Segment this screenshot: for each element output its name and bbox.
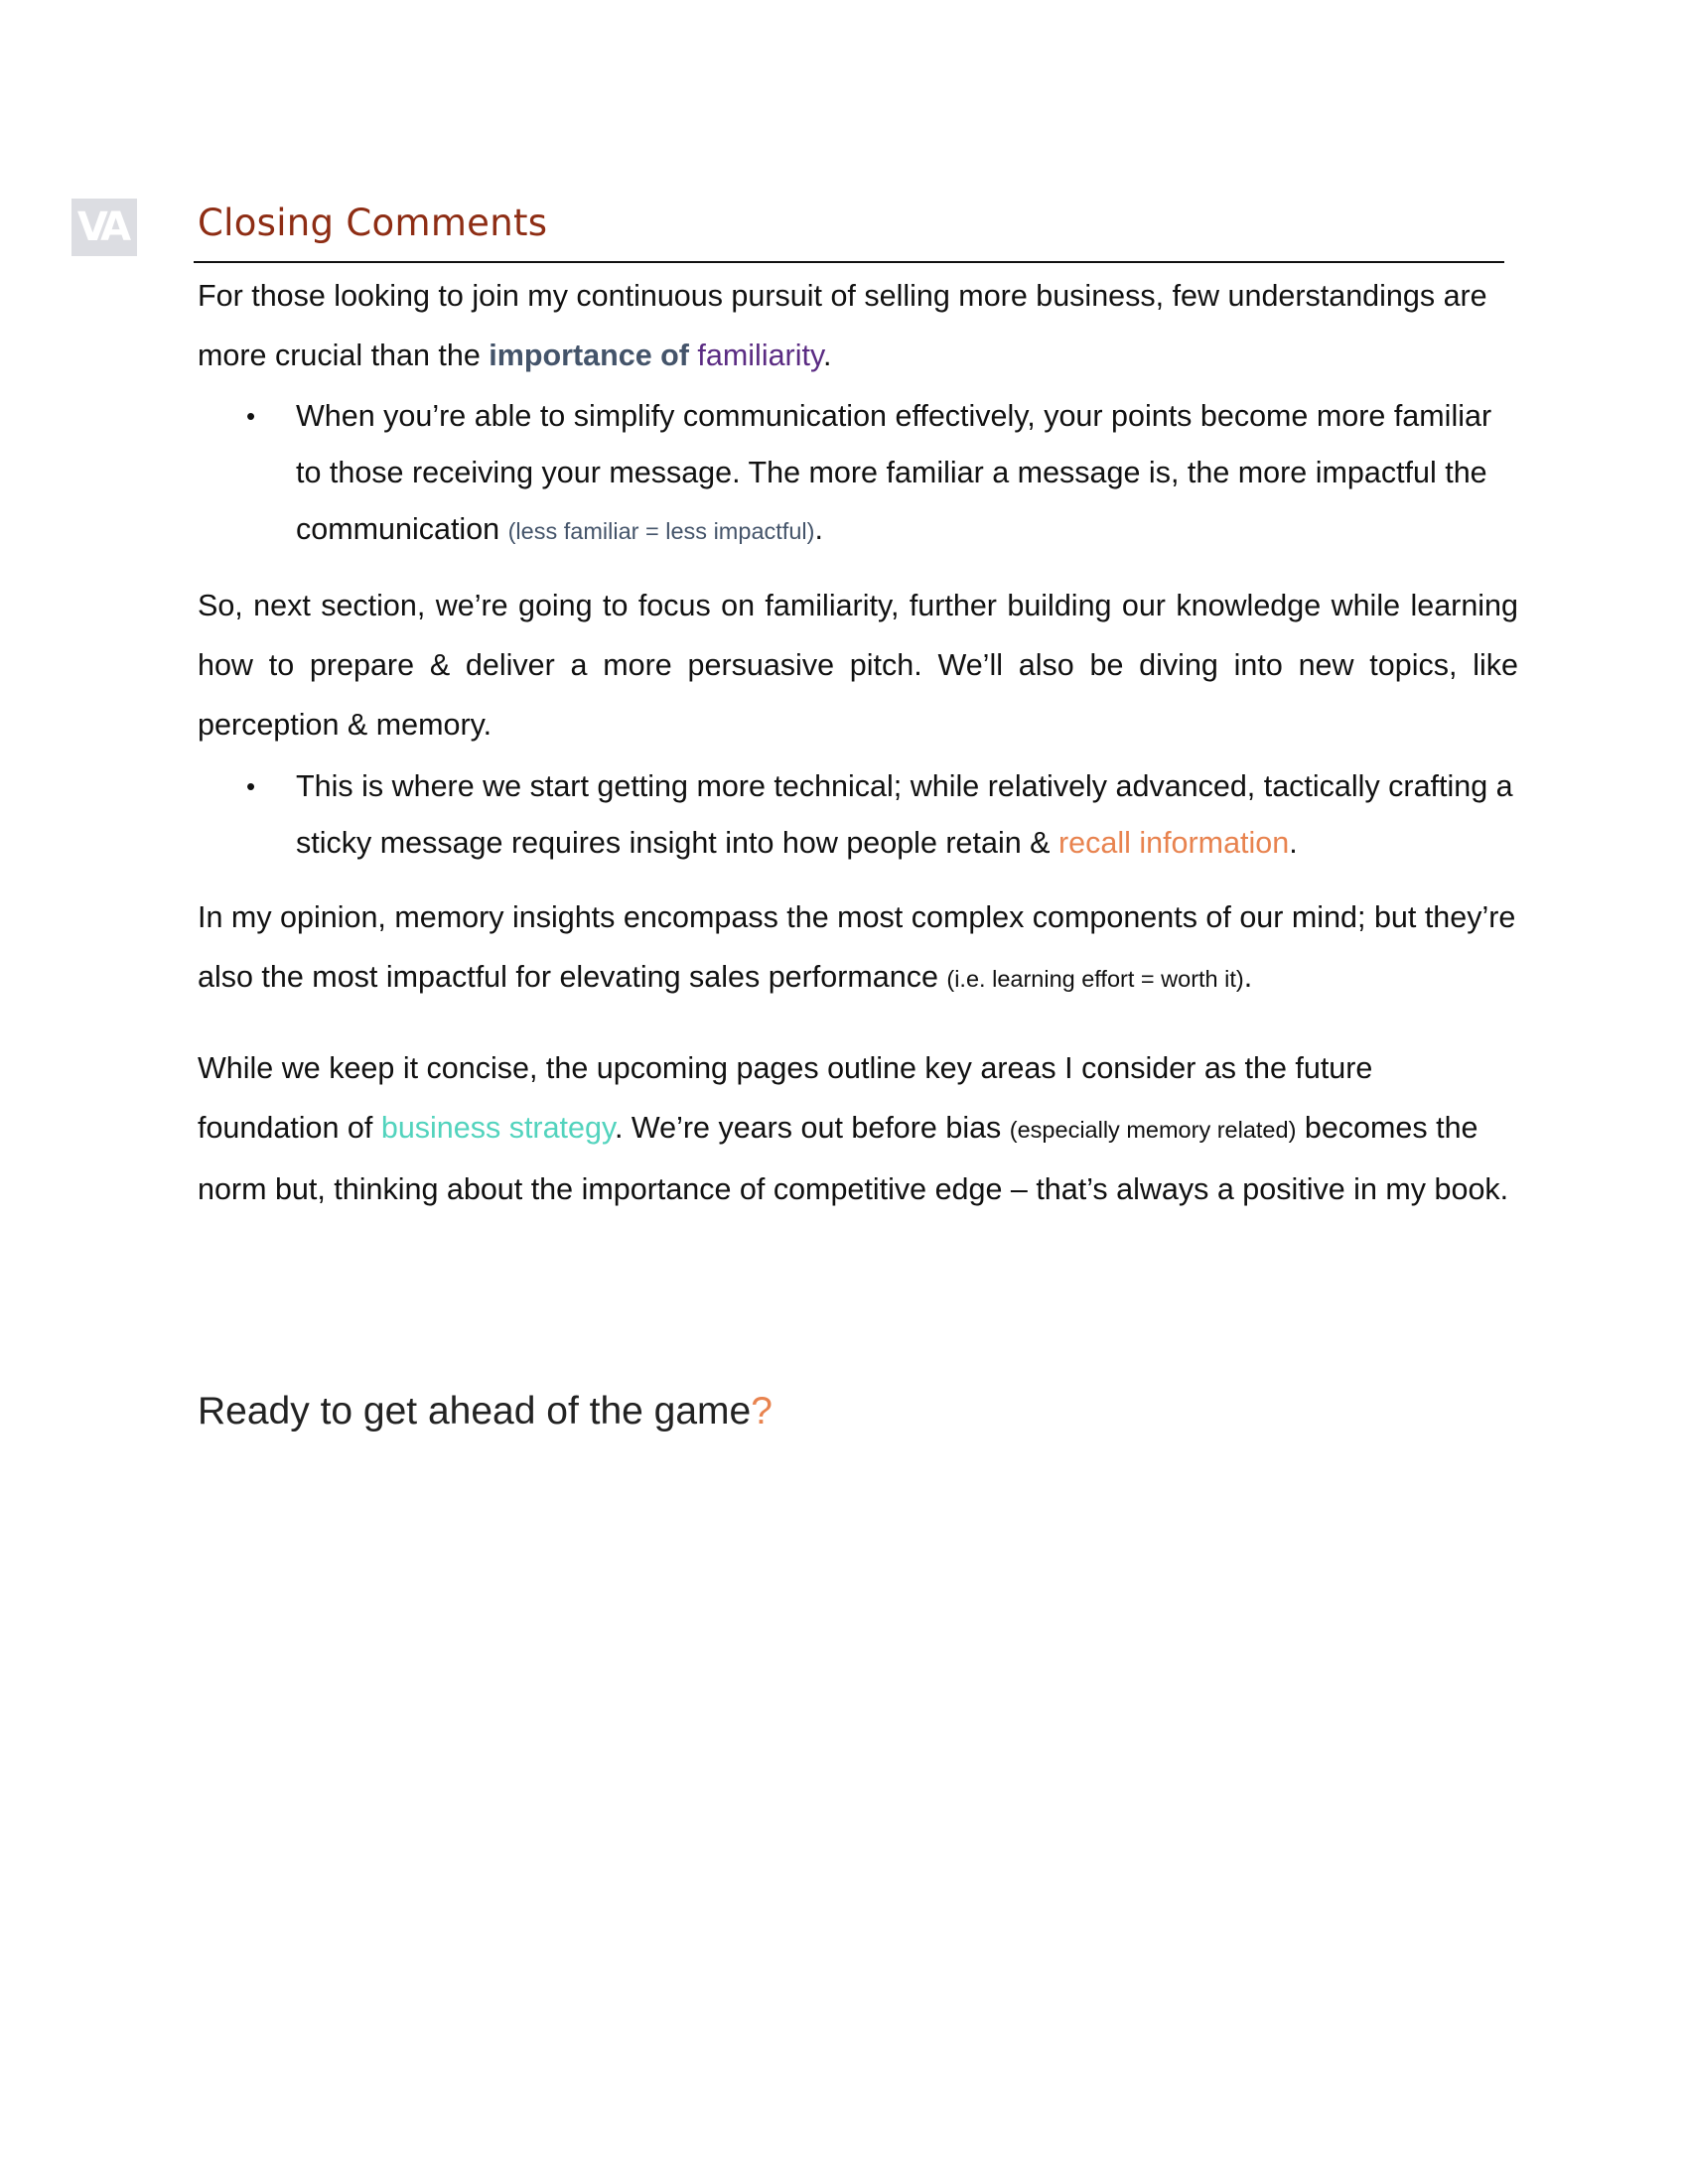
page-title: Closing Comments: [198, 202, 548, 244]
title-divider: [194, 261, 1504, 263]
importance-highlight: importance of: [489, 339, 698, 372]
business-strategy-highlight: business strategy: [380, 1111, 615, 1145]
bullet-icon: •: [246, 771, 256, 801]
bullet-familiarity: When you’re able to simplify communication effectively, your points become more familiar to those receiving your message. The more familiar a message is, the more impactful the communication (less familiar = less impactful).: [296, 399, 1492, 546]
va-logo: VA: [71, 199, 137, 256]
business-strategy-paragraph: While we keep it concise, the upcoming pages outline key areas I consider as the future foundation of business strategy. We’re years out before bias (especially memory related) becomes the norm but, thinking about the importance of competitive edge – that’s always a positive in my book.: [198, 1051, 1509, 1206]
intro-paragraph: For those looking to join my continuous pursuit of selling more business, few understandings are more crucial than the importance of familiarity.: [198, 279, 1487, 372]
memory-related-note: (especially memory related): [1009, 1117, 1297, 1143]
recall-information-highlight: recall information: [1057, 826, 1290, 860]
closing-question: Ready to get ahead of the game?: [198, 1390, 773, 1433]
question-mark: ?: [751, 1390, 773, 1433]
bullet-technical: This is where we start getting more technical; while relatively advanced, tactically crafting a sticky message requires insight into how people retain & recall information.: [296, 769, 1513, 860]
learning-effort-note: (i.e. learning effort = worth it): [946, 966, 1244, 992]
familiarity-highlight: familiarity: [697, 339, 823, 372]
bullet-icon: •: [246, 401, 256, 431]
next-section-paragraph: So, next section, we’re going to focus on familiarity, further building our knowledge while learning how to prepare & deliver a more persuasive pitch. We’ll also be diving into new topics, like perception & memory.: [198, 589, 1518, 742]
less-familiar-note: (less familiar = less impactful): [507, 518, 815, 544]
memory-insights-paragraph: In my opinion, memory insights encompass the most complex components of our mind; but they’re also the most impactful for elevating sales performance (i.e. learning effort = worth it).: [198, 900, 1516, 994]
